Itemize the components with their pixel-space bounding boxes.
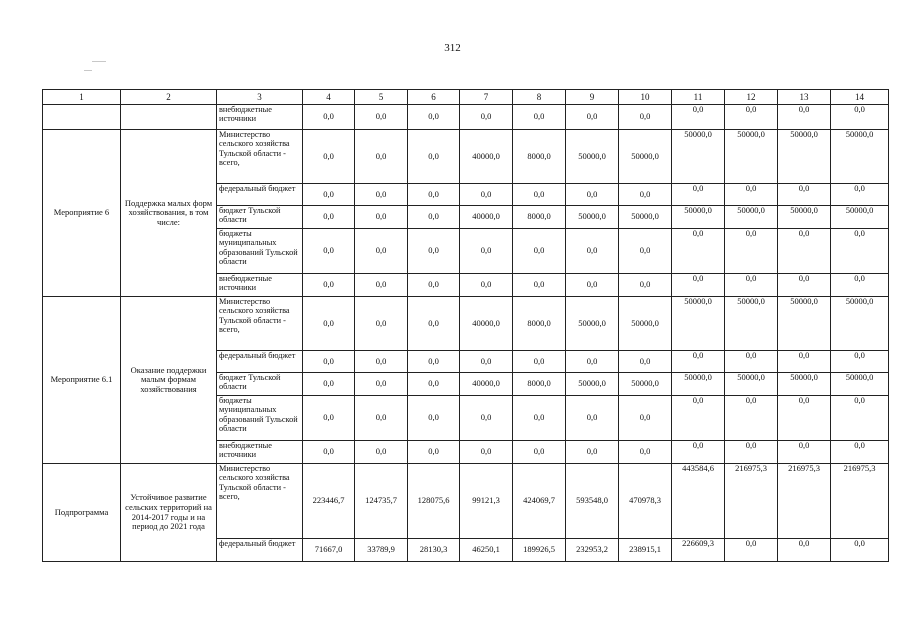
- value-cell: 0,0: [408, 297, 460, 351]
- value-cell: 0,0: [460, 184, 513, 206]
- column-header: 3: [217, 90, 303, 105]
- value-cell: 0,0: [408, 441, 460, 464]
- value-cell: 0,0: [831, 184, 889, 206]
- page-number: 312: [444, 42, 461, 54]
- value-cell: 0,0: [725, 184, 778, 206]
- value-cell: 0,0: [408, 351, 460, 373]
- value-cell: 8000,0: [513, 206, 566, 229]
- value-cell: 0,0: [460, 441, 513, 464]
- value-cell: 50000,0: [566, 130, 619, 184]
- column-header: 1: [43, 90, 121, 105]
- value-cell: 50000,0: [778, 373, 831, 396]
- value-cell: 0,0: [566, 274, 619, 297]
- value-cell: 0,0: [725, 229, 778, 274]
- name-cell-empty: [121, 105, 217, 130]
- value-cell: 0,0: [725, 396, 778, 441]
- value-cell: 0,0: [672, 105, 725, 130]
- column-header: 12: [725, 90, 778, 105]
- value-cell: 0,0: [725, 274, 778, 297]
- funding-source: Министерство сельского хозяйства Тульской области - всего,: [217, 130, 303, 184]
- value-cell: 0,0: [513, 441, 566, 464]
- value-cell: 99121,3: [460, 464, 513, 539]
- header-row: [43, 90, 889, 105]
- funding-source: бюджеты муниципальных образований Тульской области: [217, 229, 303, 274]
- value-cell: 0,0: [303, 206, 355, 229]
- value-cell: 50000,0: [831, 130, 889, 184]
- value-cell: 8000,0: [513, 130, 566, 184]
- value-cell: 50000,0: [619, 206, 672, 229]
- value-cell: 0,0: [725, 105, 778, 130]
- value-cell: 0,0: [778, 105, 831, 130]
- scan-mark: [84, 70, 92, 71]
- value-cell: 40000,0: [460, 297, 513, 351]
- value-cell: 0,0: [355, 373, 408, 396]
- value-cell: 0,0: [303, 297, 355, 351]
- value-cell: 46250,1: [460, 539, 513, 562]
- funding-source: бюджеты муниципальных образований Тульской области: [217, 396, 303, 441]
- value-cell: 0,0: [513, 105, 566, 130]
- value-cell: 0,0: [460, 229, 513, 274]
- column-header: 4: [303, 90, 355, 105]
- value-cell: 0,0: [672, 351, 725, 373]
- value-cell: 50000,0: [672, 297, 725, 351]
- column-header: 9: [566, 90, 619, 105]
- column-header: 14: [831, 90, 889, 105]
- value-cell: 0,0: [303, 184, 355, 206]
- value-cell: 216975,3: [725, 464, 778, 539]
- value-cell: 40000,0: [460, 130, 513, 184]
- value-cell: 50000,0: [831, 297, 889, 351]
- column-header: 7: [460, 90, 513, 105]
- value-cell: 50000,0: [778, 206, 831, 229]
- column-header: 2: [121, 90, 217, 105]
- value-cell: 189926,5: [513, 539, 566, 562]
- measure-name: Поддержка малых форм хозяйствования, в том числе:: [121, 130, 217, 297]
- value-cell: 50000,0: [831, 373, 889, 396]
- value-cell: 0,0: [303, 130, 355, 184]
- value-cell: 0,0: [408, 373, 460, 396]
- measure-label: Мероприятие 6: [43, 130, 121, 297]
- value-cell: 50000,0: [725, 297, 778, 351]
- value-cell: 0,0: [566, 441, 619, 464]
- value-cell: 50000,0: [672, 206, 725, 229]
- value-cell: 0,0: [619, 229, 672, 274]
- value-cell: 50000,0: [725, 130, 778, 184]
- value-cell: 0,0: [355, 206, 408, 229]
- value-cell: 124735,7: [355, 464, 408, 539]
- value-cell: 0,0: [672, 184, 725, 206]
- table-row: [43, 464, 889, 539]
- value-cell: 0,0: [778, 539, 831, 562]
- value-cell: 0,0: [513, 274, 566, 297]
- value-cell: 593548,0: [566, 464, 619, 539]
- funding-source: внебюджетные источники: [217, 105, 303, 130]
- value-cell: 50000,0: [672, 130, 725, 184]
- value-cell: 0,0: [619, 441, 672, 464]
- value-cell: 50000,0: [619, 297, 672, 351]
- value-cell: 0,0: [725, 539, 778, 562]
- budget-table: [42, 89, 889, 562]
- value-cell: 216975,3: [831, 464, 889, 539]
- value-cell: 0,0: [778, 396, 831, 441]
- funding-source: бюджет Тульской области: [217, 373, 303, 396]
- value-cell: 0,0: [725, 351, 778, 373]
- value-cell: 0,0: [566, 184, 619, 206]
- value-cell: 71667,0: [303, 539, 355, 562]
- value-cell: 0,0: [566, 351, 619, 373]
- column-header: 8: [513, 90, 566, 105]
- value-cell: 0,0: [355, 396, 408, 441]
- value-cell: 0,0: [408, 274, 460, 297]
- value-cell: 50000,0: [778, 297, 831, 351]
- column-header: 11: [672, 90, 725, 105]
- value-cell: 0,0: [355, 441, 408, 464]
- value-cell: 0,0: [513, 351, 566, 373]
- value-cell: 0,0: [619, 351, 672, 373]
- value-cell: 0,0: [355, 351, 408, 373]
- value-cell: 0,0: [619, 396, 672, 441]
- value-cell: 50000,0: [672, 373, 725, 396]
- value-cell: 0,0: [831, 396, 889, 441]
- value-cell: 0,0: [725, 441, 778, 464]
- funding-source: федеральный бюджет: [217, 184, 303, 206]
- table-body: [43, 90, 889, 562]
- value-cell: 50000,0: [725, 206, 778, 229]
- value-cell: 0,0: [460, 105, 513, 130]
- value-cell: 0,0: [303, 351, 355, 373]
- value-cell: 0,0: [408, 130, 460, 184]
- table-row: [43, 297, 889, 351]
- value-cell: 0,0: [460, 396, 513, 441]
- value-cell: 0,0: [672, 396, 725, 441]
- value-cell: 0,0: [355, 229, 408, 274]
- value-cell: 0,0: [355, 297, 408, 351]
- funding-source: Министерство сельского хозяйства Тульской области - всего,: [217, 464, 303, 539]
- value-cell: 0,0: [831, 441, 889, 464]
- measure-label: Мероприятие 6.1: [43, 297, 121, 464]
- value-cell: 223446,7: [303, 464, 355, 539]
- value-cell: 0,0: [778, 441, 831, 464]
- column-header: 10: [619, 90, 672, 105]
- value-cell: 50000,0: [778, 130, 831, 184]
- value-cell: 0,0: [831, 105, 889, 130]
- value-cell: 0,0: [831, 539, 889, 562]
- funding-source: федеральный бюджет: [217, 539, 303, 562]
- measure-name: Устойчивое развитие сельских территорий на 2014-2017 годы и на период до 2021 года: [121, 464, 217, 562]
- value-cell: 0,0: [408, 229, 460, 274]
- value-cell: 50000,0: [619, 130, 672, 184]
- value-cell: 0,0: [778, 274, 831, 297]
- value-cell: 0,0: [355, 105, 408, 130]
- value-cell: 0,0: [303, 105, 355, 130]
- value-cell: 8000,0: [513, 297, 566, 351]
- value-cell: 0,0: [566, 105, 619, 130]
- table-row: [43, 130, 889, 184]
- funding-source: внебюджетные источники: [217, 441, 303, 464]
- funding-source: внебюджетные источники: [217, 274, 303, 297]
- funding-source: бюджет Тульской области: [217, 206, 303, 229]
- value-cell: 0,0: [619, 105, 672, 130]
- measure-name: Оказание поддержки малым формам хозяйствования: [121, 297, 217, 464]
- column-header: 5: [355, 90, 408, 105]
- value-cell: 443584,6: [672, 464, 725, 539]
- table-row: [43, 105, 889, 130]
- value-cell: 0,0: [566, 396, 619, 441]
- value-cell: 238915,1: [619, 539, 672, 562]
- funding-source: Министерство сельского хозяйства Тульской области - всего,: [217, 297, 303, 351]
- value-cell: 0,0: [831, 274, 889, 297]
- value-cell: 0,0: [672, 229, 725, 274]
- value-cell: 0,0: [831, 229, 889, 274]
- column-header: 6: [408, 90, 460, 105]
- value-cell: 216975,3: [778, 464, 831, 539]
- value-cell: 0,0: [778, 351, 831, 373]
- value-cell: 0,0: [355, 274, 408, 297]
- value-cell: 424069,7: [513, 464, 566, 539]
- value-cell: 0,0: [778, 229, 831, 274]
- column-header: 13: [778, 90, 831, 105]
- value-cell: 0,0: [303, 396, 355, 441]
- value-cell: 0,0: [355, 130, 408, 184]
- measure-cell-empty: [43, 105, 121, 130]
- value-cell: 8000,0: [513, 373, 566, 396]
- value-cell: 50000,0: [566, 373, 619, 396]
- value-cell: 0,0: [831, 351, 889, 373]
- value-cell: 226609,3: [672, 539, 725, 562]
- value-cell: 0,0: [619, 184, 672, 206]
- value-cell: 0,0: [513, 229, 566, 274]
- value-cell: 50000,0: [566, 297, 619, 351]
- value-cell: 50000,0: [566, 206, 619, 229]
- value-cell: 0,0: [566, 229, 619, 274]
- value-cell: 0,0: [303, 373, 355, 396]
- value-cell: 40000,0: [460, 373, 513, 396]
- funding-source: федеральный бюджет: [217, 351, 303, 373]
- value-cell: 0,0: [303, 229, 355, 274]
- value-cell: 0,0: [303, 441, 355, 464]
- scan-mark: [92, 61, 106, 62]
- measure-label: Подпрограмма: [43, 464, 121, 562]
- value-cell: 0,0: [408, 105, 460, 130]
- value-cell: 0,0: [408, 396, 460, 441]
- value-cell: 0,0: [619, 274, 672, 297]
- value-cell: 0,0: [408, 184, 460, 206]
- value-cell: 128075,6: [408, 464, 460, 539]
- value-cell: 0,0: [460, 351, 513, 373]
- value-cell: 50000,0: [619, 373, 672, 396]
- value-cell: 50000,0: [831, 206, 889, 229]
- value-cell: 0,0: [672, 274, 725, 297]
- value-cell: 0,0: [355, 184, 408, 206]
- value-cell: 0,0: [778, 184, 831, 206]
- value-cell: 0,0: [460, 274, 513, 297]
- value-cell: 232953,2: [566, 539, 619, 562]
- value-cell: 0,0: [513, 396, 566, 441]
- value-cell: 50000,0: [725, 373, 778, 396]
- value-cell: 0,0: [408, 206, 460, 229]
- value-cell: 33789,9: [355, 539, 408, 562]
- value-cell: 0,0: [672, 441, 725, 464]
- value-cell: 470978,3: [619, 464, 672, 539]
- value-cell: 0,0: [513, 184, 566, 206]
- value-cell: 28130,3: [408, 539, 460, 562]
- value-cell: 0,0: [303, 274, 355, 297]
- value-cell: 40000,0: [460, 206, 513, 229]
